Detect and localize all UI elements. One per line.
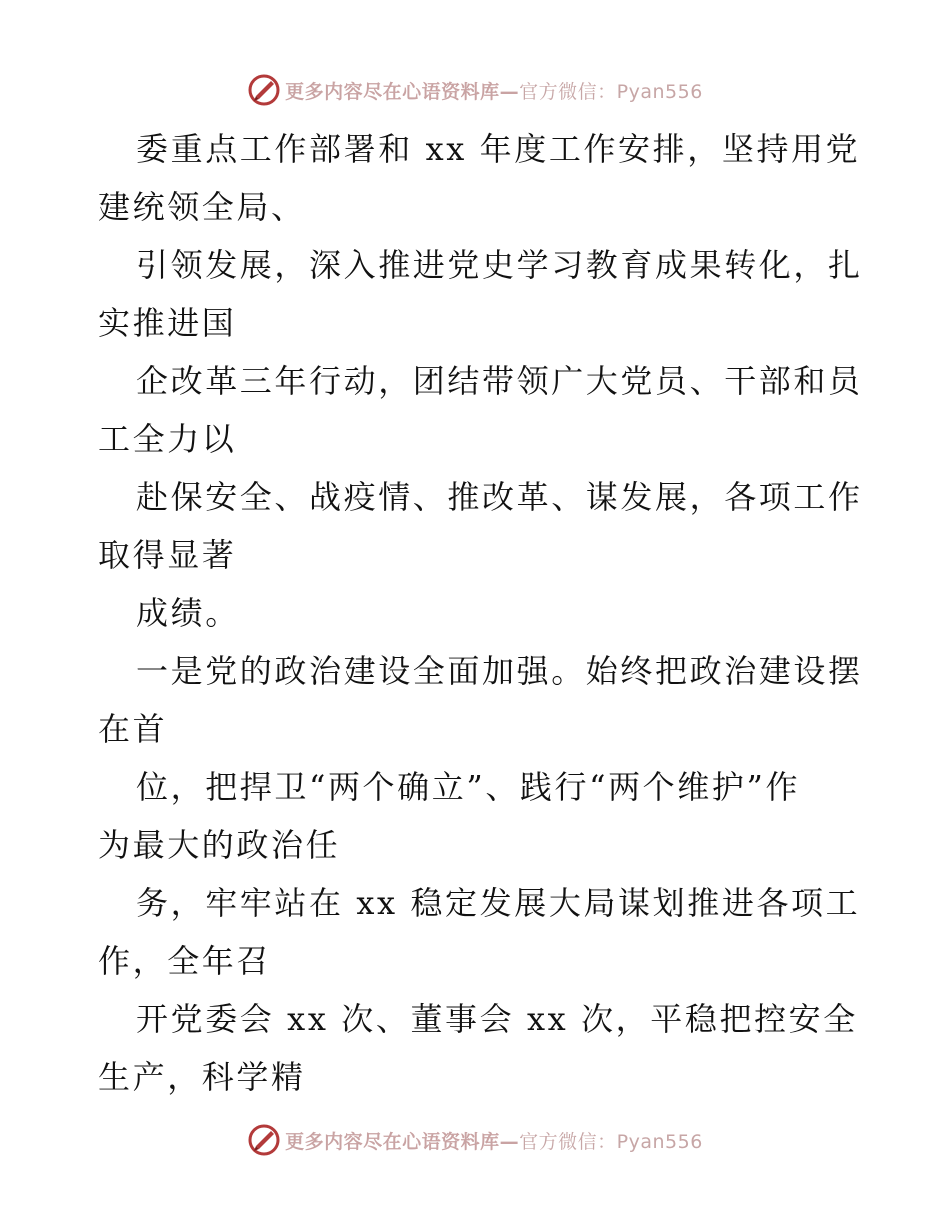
text-line: 位，把捍卫“两个确立”、践行“两个维护”作 <box>136 768 801 806</box>
header-watermark <box>0 70 950 110</box>
text-line: 实推进国 <box>98 304 237 342</box>
watermark-text: 更多内容尽在心语资料库—官方微信：Pyan556 <box>285 80 703 103</box>
footer-watermark <box>0 1120 950 1160</box>
text-line: 建统领全局、 <box>98 188 306 226</box>
logo-icon <box>247 73 281 107</box>
text-line: 取得显著 <box>98 536 237 574</box>
text-line: 为最大的政治任 <box>98 826 341 864</box>
text-line: 委重点工作部署和 xx 年度工作安排，坚持用党 <box>136 130 861 168</box>
watermark-text: 更多内容尽在心语资料库—官方微信：Pyan556 <box>285 1130 703 1153</box>
document-body <box>98 120 863 1106</box>
text-line: 务，牢牢站在 xx 稳定发展大局谋划推进各项工 <box>136 884 861 922</box>
text-line: 引领发展，深入推进党史学习教育成果转化，扎 <box>136 246 863 284</box>
text-line: 工全力以 <box>98 420 237 458</box>
text-line: 作，全年召 <box>98 942 272 980</box>
text-line: 开党委会 xx 次、董事会 xx 次，平稳把控安全 <box>136 1000 858 1038</box>
text-line: 赴保安全、战疫情、推改革、谋发展，各项工作 <box>136 478 863 516</box>
text-line: 企改革三年行动，团结带领广大党员、干部和员 <box>136 362 863 400</box>
text-line: 成绩。 <box>136 594 240 632</box>
text-line: 一是党的政治建设全面加强。始终把政治建设摆 <box>136 652 863 690</box>
text-line: 生产，科学精 <box>98 1058 306 1096</box>
text-line: 在首 <box>98 710 168 748</box>
logo-icon <box>247 1123 281 1157</box>
